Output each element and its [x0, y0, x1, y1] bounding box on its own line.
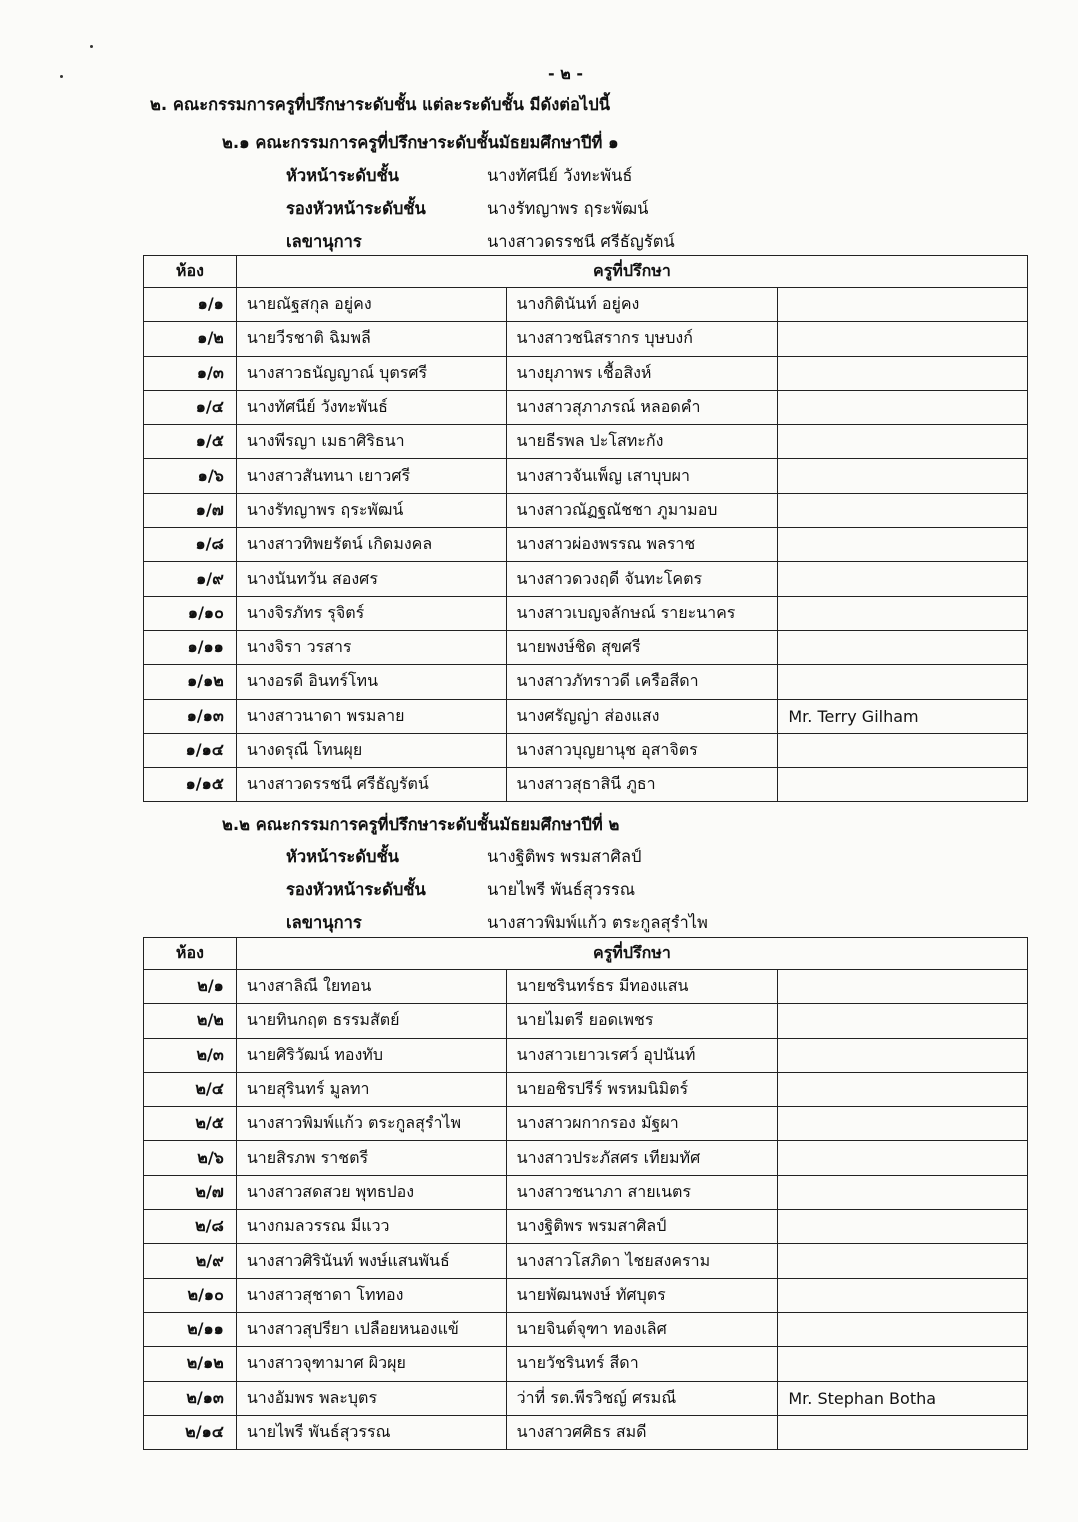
- advisor-2-cell: นางสาวสุภาภรณ์ หลอดคำ: [506, 390, 778, 424]
- table-row: [144, 699, 1028, 733]
- advisor-2-cell: นางสาวประภัสศร เทียมทัศ: [506, 1141, 778, 1175]
- advisor-2-cell: ว่าที่ รต.พีรวิชญ์ ศรมณี: [506, 1381, 778, 1415]
- section-2-deputy-name: นายไพรี พันธ์สุวรรณ: [487, 880, 636, 899]
- table-row: [144, 630, 1028, 664]
- room-cell: ๑/๑๑: [144, 630, 237, 664]
- room-cell: ๑/๑๐: [144, 596, 237, 630]
- section-1-deputy-name: นางรัทญาพร ฤระพัฒน์: [487, 199, 649, 218]
- room-cell: ๑/๒: [144, 322, 237, 356]
- advisor-3-cell: [778, 1038, 1028, 1072]
- advisor-3-cell: [778, 425, 1028, 459]
- table-row: [144, 562, 1028, 596]
- advisor-1-cell: นางทัศนีย์ วังทะพันธ์: [236, 390, 506, 424]
- advisor-2-cell: นายพัฒนพงษ์ ทัศบุตร: [506, 1278, 778, 1312]
- advisor-2-cell: นางสาวศศิธร สมดี: [506, 1415, 778, 1449]
- advisor-1-cell: นายศิริวัฒน์ ทองทับ: [236, 1038, 506, 1072]
- advisor-1-cell: นางสาวสดสวย พุทธปอง: [236, 1175, 506, 1209]
- room-cell: ๒/๑๒: [144, 1347, 237, 1381]
- table-row: [144, 1347, 1028, 1381]
- advisor-1-cell: นางจิรา วรสาร: [236, 630, 506, 664]
- room-cell: ๑/๑๔: [144, 733, 237, 767]
- advisor-3-cell: [778, 1244, 1028, 1278]
- room-cell: ๒/๔: [144, 1072, 237, 1106]
- advisor-3-cell: Mr. Stephan Botha: [778, 1381, 1028, 1415]
- advisor-2-cell: นางสาวชนิสรากร บุษบงก์: [506, 322, 778, 356]
- advisor-1-cell: นางพีรญา เมธาศิริธนา: [236, 425, 506, 459]
- section-1-deputy-role: รองหัวหน้าระดับชั้น: [286, 199, 426, 218]
- advisor-2-cell: นางสาวบุญยานุช อุสาจิตร: [506, 733, 778, 767]
- advisor-2-cell: นางฐิติพร พรมสาศิลป์: [506, 1210, 778, 1244]
- advisor-1-cell: นางอัมพร พละบุตร: [236, 1381, 506, 1415]
- table-row: [144, 1175, 1028, 1209]
- advisor-1-cell: นายณัฐสกุล อยู่คง: [236, 288, 506, 322]
- room-cell: ๒/๑๑: [144, 1312, 237, 1346]
- advisor-1-cell: นางสาวดรรชนี ศรีธัญรัตน์: [236, 768, 506, 802]
- advisor-3-cell: [778, 322, 1028, 356]
- room-cell: ๑/๑๒: [144, 665, 237, 699]
- room-cell: ๒/๖: [144, 1141, 237, 1175]
- section-2-head-role: หัวหน้าระดับชั้น: [286, 847, 399, 866]
- advisor-3-cell: [778, 493, 1028, 527]
- table-row: [144, 1004, 1028, 1038]
- advisor-3-cell: [778, 970, 1028, 1004]
- advisor-3-cell: [778, 1004, 1028, 1038]
- advisor-2-cell: นางสาวชนาภา สายเนตร: [506, 1175, 778, 1209]
- advisor-2-cell: นางสาวดวงฤดี จันทะโคตร: [506, 562, 778, 596]
- speck-mark: [90, 45, 93, 48]
- advisor-1-cell: นายวีรชาติ ฉิมพลี: [236, 322, 506, 356]
- advisor-3-cell: Mr. Terry Gilham: [778, 699, 1028, 733]
- advisor-1-cell: นางสาวพิมพ์แก้ว ตระกูลสุรำไพ: [236, 1107, 506, 1141]
- section-1-head-role: หัวหน้าระดับชั้น: [286, 166, 399, 185]
- advisor-1-cell: นางสาวทิพยรัตน์ เกิดมงคล: [236, 528, 506, 562]
- advisor-3-cell: [778, 1175, 1028, 1209]
- advisor-3-cell: [778, 356, 1028, 390]
- advisor-1-cell: นางกมลวรรณ มีแวว: [236, 1210, 506, 1244]
- section-1-head-name: นางทัศนีย์ วังทะพันธ์: [487, 166, 633, 185]
- room-cell: ๑/๑: [144, 288, 237, 322]
- room-cell: ๑/๙: [144, 562, 237, 596]
- advisor-2-cell: นายวัชรินทร์ สีดา: [506, 1347, 778, 1381]
- room-cell: ๑/๗: [144, 493, 237, 527]
- table-row: [144, 1072, 1028, 1106]
- table-row: [144, 322, 1028, 356]
- section-2-deputy-role: รองหัวหน้าระดับชั้น: [286, 880, 426, 899]
- advisor-3-cell: [778, 1107, 1028, 1141]
- room-cell: ๑/๑๓: [144, 699, 237, 733]
- advisor-1-cell: นายทินกฤต ธรรมสัตย์: [236, 1004, 506, 1038]
- advisor-1-cell: นางนันทวัน สองศร: [236, 562, 506, 596]
- table-row: [144, 665, 1028, 699]
- advisor-1-cell: นางสาวธนัญญาณ์ บุตรศรี: [236, 356, 506, 390]
- section-2-head-name: นางฐิติพร พรมสาศิลป์: [487, 847, 642, 866]
- advisor-1-cell: นางรัทญาพร ฤระพัฒน์: [236, 493, 506, 527]
- room-cell: ๒/๕: [144, 1107, 237, 1141]
- table-row: [144, 288, 1028, 322]
- advisor-3-cell: [778, 288, 1028, 322]
- section-2-heading: ๒.๒ คณะกรรมการครูที่ปรึกษาระดับชั้นมัธยมศึกษาปีที่ ๒: [222, 815, 620, 834]
- room-cell: ๑/๑๕: [144, 768, 237, 802]
- table-row: [144, 1244, 1028, 1278]
- advisor-1-cell: นางสาลิณี ใยทอน: [236, 970, 506, 1004]
- table-header-row: [144, 938, 1028, 970]
- table-row: [144, 528, 1028, 562]
- page-number: - ๒ -: [548, 64, 583, 83]
- advisor-2-cell: นายพงษ์ชิด สุขศรี: [506, 630, 778, 664]
- table-row: [144, 1141, 1028, 1175]
- table-row: [144, 1107, 1028, 1141]
- document-title: ๒. คณะกรรมการครูที่ปรึกษาระดับชั้น แต่ละระดับชั้น มีดังต่อไปนี้: [150, 95, 610, 114]
- advisor-2-cell: นางสาวโสภิดา ไชยสงคราม: [506, 1244, 778, 1278]
- table-row: [144, 493, 1028, 527]
- table-row: [144, 768, 1028, 802]
- advisor-1-cell: นายสุรินทร์ มูลทา: [236, 1072, 506, 1106]
- advisor-3-cell: [778, 1072, 1028, 1106]
- room-cell: ๑/๘: [144, 528, 237, 562]
- table-row: [144, 596, 1028, 630]
- room-cell: ๒/๒: [144, 1004, 237, 1038]
- table-row: [144, 1278, 1028, 1312]
- table-row: [144, 1210, 1028, 1244]
- room-cell: ๒/๑๐: [144, 1278, 237, 1312]
- table-row: [144, 733, 1028, 767]
- table-row: [144, 1038, 1028, 1072]
- room-cell: ๒/๑: [144, 970, 237, 1004]
- advisor-table-grade-1: [143, 255, 1028, 802]
- table-row: [144, 1312, 1028, 1346]
- section-1-heading: ๒.๑ คณะกรรมการครูที่ปรึกษาระดับชั้นมัธยมศึกษาปีที่ ๑: [222, 133, 619, 152]
- advisor-1-cell: นางสาวสันทนา เยาวศรี: [236, 459, 506, 493]
- advisor-3-cell: [778, 390, 1028, 424]
- advisor-2-cell: นางกิตินันท์ อยู่คง: [506, 288, 778, 322]
- advisor-2-cell: นางสาวผ่องพรรณ พลราช: [506, 528, 778, 562]
- table-row: [144, 1381, 1028, 1415]
- advisor-2-cell: นายไมตรี ยอดเพชร: [506, 1004, 778, 1038]
- room-cell: ๑/๓: [144, 356, 237, 390]
- advisor-3-cell: [778, 1210, 1028, 1244]
- room-cell: ๑/๖: [144, 459, 237, 493]
- speck-mark: [60, 75, 63, 78]
- advisor-3-cell: [778, 459, 1028, 493]
- advisor-1-cell: นางสาวศิรินันท์ พงษ์แสนพันธ์: [236, 1244, 506, 1278]
- section-1-secretary-name: นางสาวดรรชนี ศรีธัญรัตน์: [487, 232, 675, 251]
- advisor-3-cell: [778, 562, 1028, 596]
- advisor-2-cell: นางสาวผกากรอง มัฐผา: [506, 1107, 778, 1141]
- advisor-3-cell: [778, 596, 1028, 630]
- advisor-2-cell: นางสาวเยาวเรศว์ อุปนันท์: [506, 1038, 778, 1072]
- room-cell: ๒/๑๓: [144, 1381, 237, 1415]
- room-cell: ๒/๓: [144, 1038, 237, 1072]
- advisor-2-cell: นายอชิรปรีร์ พรหมนิมิตร์: [506, 1072, 778, 1106]
- advisor-2-cell: นางศรัญญ่า ส่องแสง: [506, 699, 778, 733]
- advisor-2-cell: นางสาวณัฏฐณัชชา ภูมามอบ: [506, 493, 778, 527]
- room-column-header: ห้อง: [144, 256, 237, 288]
- room-cell: ๒/๙: [144, 1244, 237, 1278]
- table-row: [144, 970, 1028, 1004]
- table-row: [144, 390, 1028, 424]
- advisor-1-cell: นายสิรภพ ราชตรี: [236, 1141, 506, 1175]
- advisor-3-cell: [778, 1347, 1028, 1381]
- section-2-secretary-name: นางสาวพิมพ์แก้ว ตระกูลสุรำไพ: [487, 913, 708, 932]
- advisor-3-cell: [778, 768, 1028, 802]
- advisor-1-cell: นางอรดี อินทร์โทน: [236, 665, 506, 699]
- table-row: [144, 425, 1028, 459]
- advisor-3-cell: [778, 665, 1028, 699]
- room-cell: ๒/๑๔: [144, 1415, 237, 1449]
- advisor-3-cell: [778, 630, 1028, 664]
- advisor-2-cell: นางยุภาพร เชื้อสิงห์: [506, 356, 778, 390]
- advisor-2-cell: นางสาวสุธาสินี ภูธา: [506, 768, 778, 802]
- advisor-3-cell: [778, 733, 1028, 767]
- room-cell: ๒/๗: [144, 1175, 237, 1209]
- advisor-1-cell: นางสาวสุปรียา เปลือยหนองแข้: [236, 1312, 506, 1346]
- table-row: [144, 1415, 1028, 1449]
- advisor-1-cell: นางดรุณี โทนผุย: [236, 733, 506, 767]
- advisor-3-cell: [778, 1415, 1028, 1449]
- advisor-3-cell: [778, 1278, 1028, 1312]
- table-row: [144, 459, 1028, 493]
- advisor-3-cell: [778, 528, 1028, 562]
- advisor-1-cell: นายไพรี พันธ์สุวรรณ: [236, 1415, 506, 1449]
- advisor-2-cell: นางสาวภัทราวดี เครือสีดา: [506, 665, 778, 699]
- advisor-2-cell: นางสาวเบญจลักษณ์ รายะนาคร: [506, 596, 778, 630]
- advisor-1-cell: นางสาวจุฑามาศ ผิวผุย: [236, 1347, 506, 1381]
- room-column-header: ห้อง: [144, 938, 237, 970]
- room-cell: ๑/๔: [144, 390, 237, 424]
- advisor-2-cell: นายจินต์จุฑา ทองเลิศ: [506, 1312, 778, 1346]
- advisors-column-header: ครูที่ปรึกษา: [236, 256, 1027, 288]
- table-row: [144, 356, 1028, 390]
- section-1-secretary-role: เลขานุการ: [286, 232, 362, 251]
- advisor-2-cell: นายชรินทร์ธร มีทองแสน: [506, 970, 778, 1004]
- advisor-3-cell: [778, 1141, 1028, 1175]
- advisor-2-cell: นางสาวจันเพ็ญ เสาบุบผา: [506, 459, 778, 493]
- room-cell: ๒/๘: [144, 1210, 237, 1244]
- advisor-3-cell: [778, 1312, 1028, 1346]
- section-2-secretary-role: เลขานุการ: [286, 913, 362, 932]
- table-header-row: [144, 256, 1028, 288]
- advisor-1-cell: นางสาวสุชาดา โททอง: [236, 1278, 506, 1312]
- advisors-column-header: ครูที่ปรึกษา: [236, 938, 1027, 970]
- advisor-2-cell: นายธีรพล ปะโสทะกัง: [506, 425, 778, 459]
- room-cell: ๑/๕: [144, 425, 237, 459]
- advisor-1-cell: นางจิรภัทร รุจิตร์: [236, 596, 506, 630]
- advisor-table-grade-2: [143, 937, 1028, 1450]
- advisor-1-cell: นางสาวนาดา พรมลาย: [236, 699, 506, 733]
